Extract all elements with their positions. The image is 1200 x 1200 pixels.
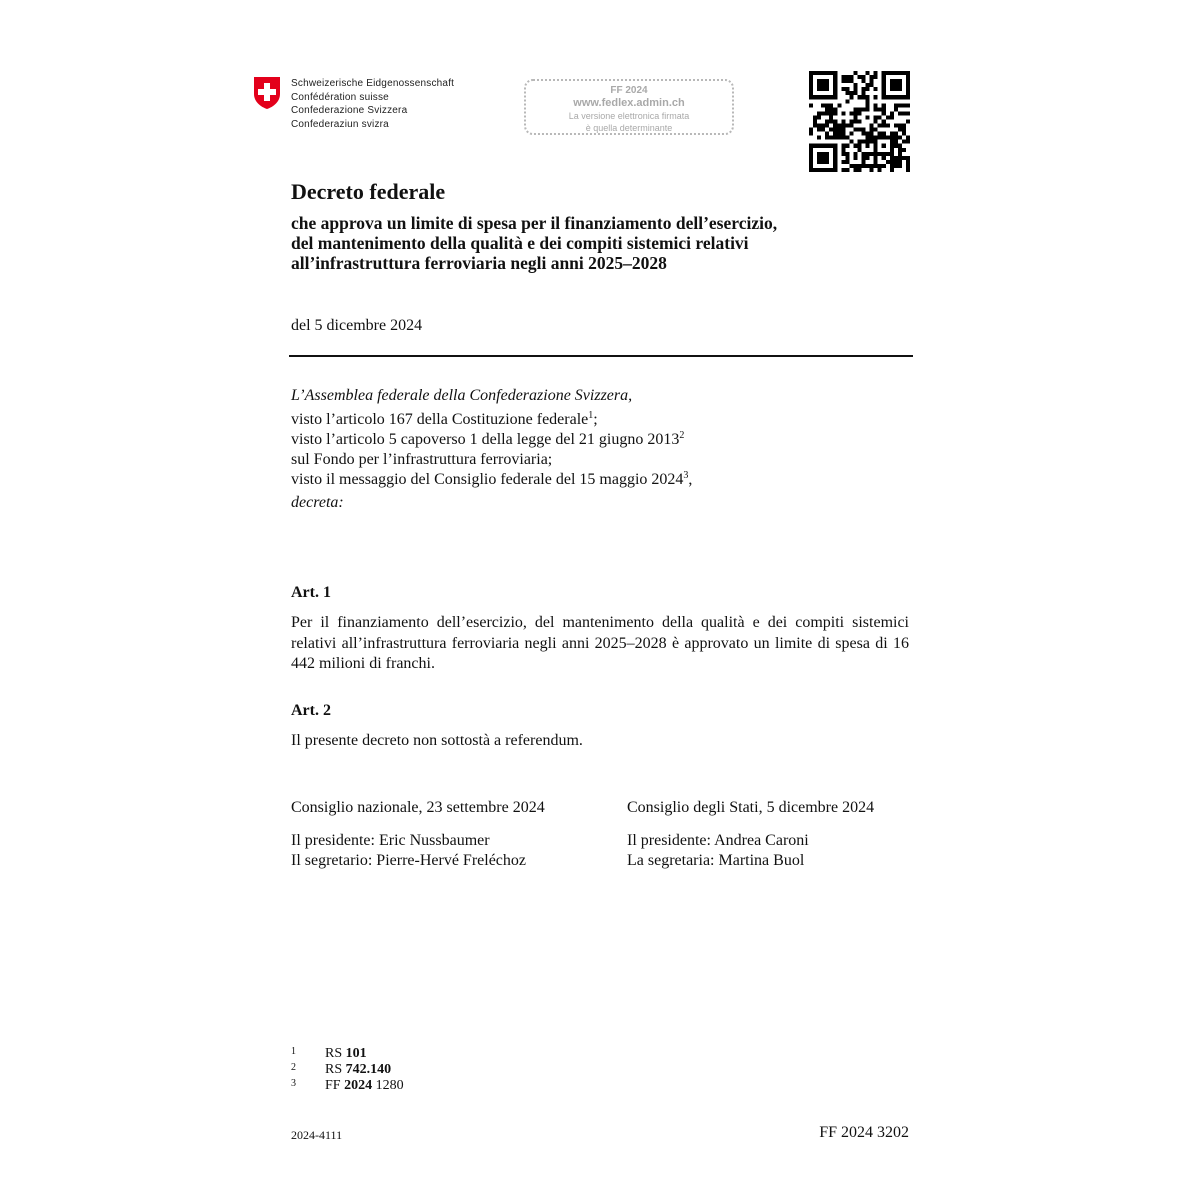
footnotes — [291, 1046, 404, 1094]
footnote-number: 2 — [291, 1062, 296, 1073]
preamble-line: sul Fondo per l’infrastruttura ferroviaria; — [291, 451, 553, 468]
footnote-ref-number: 101 — [345, 1046, 367, 1061]
punctuation: ; — [593, 411, 598, 428]
signature-block-national-council — [291, 798, 545, 872]
preamble-decreta: decreta: — [291, 494, 344, 511]
swiss-cross-shield-icon — [253, 76, 281, 110]
stamp-line-1: FF 2024 — [610, 85, 648, 96]
footnote-text — [325, 1046, 367, 1062]
document-subtitle — [291, 213, 777, 273]
footnote-ref-number: 2024 — [344, 1078, 373, 1093]
footnote-prefix: RS — [325, 1062, 346, 1077]
footnote-ref-2[interactable]: 2 — [679, 430, 685, 441]
article-2-body: Il presente decreto non sottostà a referendum. — [291, 732, 583, 749]
org-line-fr: Confédération suisse — [291, 91, 389, 103]
preamble-line — [291, 430, 911, 450]
stamp-url: www.fedlex.admin.ch — [573, 97, 685, 109]
document-title: Decreto federale — [291, 179, 446, 204]
preamble-line — [291, 410, 911, 430]
subtitle-line: all’infrastruttura ferroviaria negli anni 2025–2028 — [291, 253, 667, 273]
article-1-heading: Art. 1 — [291, 584, 331, 601]
org-line-it: Confederazione Svizzera — [291, 105, 408, 116]
signature-place: Consiglio nazionale, 23 settembre 2024 — [291, 799, 545, 816]
preamble-line — [291, 470, 911, 490]
org-line-de: Schweizerische Eidgenossenschaft — [291, 78, 455, 89]
footnote-prefix: RS — [325, 1046, 346, 1061]
footnote-item — [291, 1046, 404, 1062]
preamble-text: visto il messaggio del Consiglio federale del 15 maggio 2024 — [291, 471, 684, 488]
signature-secretary: Il segretario: Pierre-Hervé Freléchoz — [291, 852, 526, 869]
footnote-ref-3[interactable]: 3 — [683, 470, 689, 481]
preamble-intro: L’Assemblea federale della Confederazione Svizzera, — [291, 387, 633, 404]
stamp-line-4: è quella determinante — [585, 123, 673, 133]
organization-name — [291, 77, 454, 131]
org-line-rm: Confederaziun svizra — [291, 118, 389, 130]
signature-place: Consiglio degli Stati, 5 dicembre 2024 — [627, 799, 875, 816]
preamble-text: visto l’articolo 167 della Costituzione federale — [291, 411, 589, 428]
signature-block-council-of-states — [627, 798, 874, 872]
article-1-body: Per il finanziamento dell’esercizio, del mantenimento della qualità e dei compiti sistemici relativi all’infrastruttura ferroviaria negli anni 2025–2028 è approvato un limite di spesa di 16 442 milioni di franchi. — [291, 614, 909, 672]
footnote-number: 1 — [291, 1046, 296, 1057]
publication-stamp — [524, 79, 734, 135]
preamble-text: visto l’articolo 5 capoverso 1 della legge del 21 giugno 2013 — [291, 431, 680, 448]
article-2-heading: Art. 2 — [291, 702, 331, 719]
footnote-prefix: FF — [325, 1078, 345, 1093]
page-reference: FF 2024 3202 — [819, 1124, 909, 1141]
footnote-number: 3 — [291, 1078, 296, 1089]
subtitle-line: del mantenimento della qualità e dei compiti sistemici relativi — [291, 233, 749, 253]
footnote-item — [291, 1078, 404, 1094]
stamp-line-3: La versione elettronica firmata — [568, 111, 690, 121]
punctuation: , — [688, 471, 693, 488]
title-divider — [289, 355, 913, 357]
signature-secretary: La segretaria: Martina Buol — [627, 852, 805, 869]
footnote-ref-number: 742.140 — [345, 1062, 392, 1077]
qr-code-icon — [809, 71, 910, 172]
document-id: 2024-4111 — [291, 1128, 343, 1142]
footnote-suffix: 1280 — [372, 1078, 404, 1093]
footnote-item — [291, 1062, 404, 1078]
decree-date: del 5 dicembre 2024 — [291, 317, 423, 334]
subtitle-line: che approva un limite di spesa per il finanziamento dell’esercizio, — [291, 213, 778, 233]
footnote-ref-1[interactable]: 1 — [588, 410, 594, 421]
signature-president: Il presidente: Eric Nussbaumer — [291, 831, 490, 849]
preamble — [291, 386, 911, 513]
signature-president: Il presidente: Andrea Caroni — [627, 831, 809, 849]
footnote-text — [325, 1062, 391, 1078]
footnote-text — [325, 1078, 404, 1094]
